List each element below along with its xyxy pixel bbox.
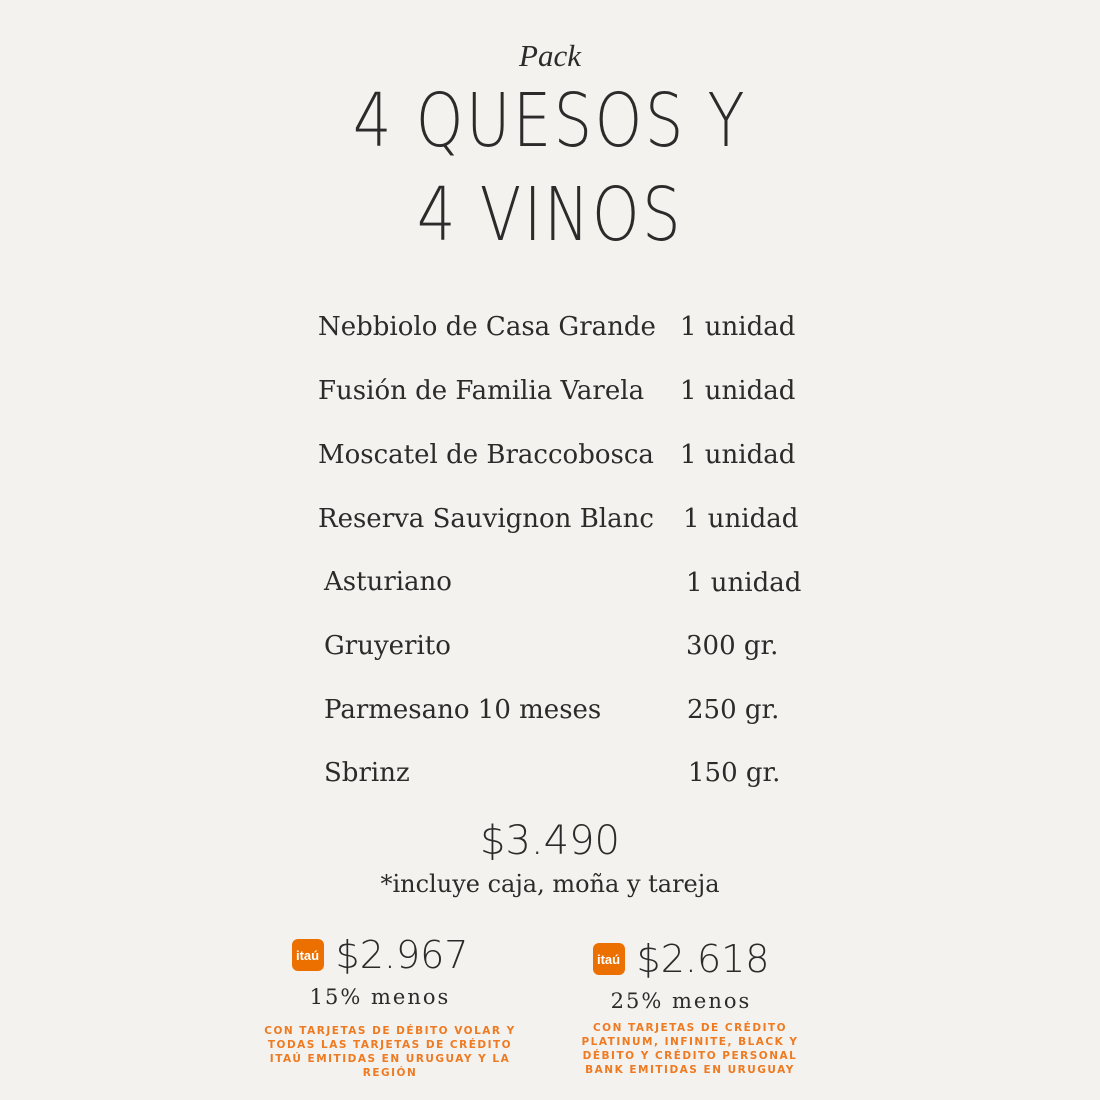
offer-amount: $2.618	[636, 937, 770, 981]
itau-logo-icon: itaú	[292, 939, 324, 971]
item-qty: 300 gr.	[686, 631, 779, 661]
item-name: Sbrinz	[324, 758, 410, 788]
item-qty: 150 gr.	[688, 758, 781, 788]
pack-label: Pack	[519, 38, 581, 73]
item-qty: 250 gr.	[687, 695, 780, 725]
item-name: Nebbiolo de Casa Grande	[318, 312, 656, 342]
item-qty: 1 unidad	[680, 440, 796, 470]
item-qty: 1 unidad	[680, 312, 796, 342]
offer-amount: $2.967	[335, 933, 469, 977]
offer-debit	[245, 933, 515, 1009]
title-line-2: 4 VINOS	[416, 172, 684, 258]
itau-logo-icon: itaú	[593, 943, 625, 975]
offer-fine-print: CON TARJETAS DE CRÉDITO PLATINUM, INFINITE, BLACK Y DÉBITO Y CRÉDITO PERSONAL BANK EMITIDAS EN URUGUAY	[581, 1022, 799, 1076]
pack-price: $3.490	[480, 818, 620, 864]
title-line-1: 4 QUESOS Y	[352, 78, 748, 164]
item-name: Reserva Sauvignon Blanc	[318, 504, 654, 534]
item-name: Fusión de Familia Varela	[318, 376, 645, 406]
item-qty: 1 unidad	[686, 568, 802, 598]
offer-discount: 15% menos	[309, 985, 451, 1009]
price-note: *incluye caja, moña y tareja	[380, 870, 720, 898]
item-name: Gruyerito	[324, 631, 451, 661]
offer-discount: 25% menos	[610, 989, 752, 1013]
item-name: Moscatel de Braccobosca	[318, 440, 654, 470]
item-qty: 1 unidad	[680, 376, 796, 406]
offer-fine-print: CON TARJETAS DE DÉBITO VOLAR Y TODAS LAS TARJETAS DE CRÉDITO ITAÚ EMITIDAS EN URUGUAY Y LA REGIÓN	[264, 1025, 516, 1079]
offer-credit	[546, 937, 816, 1013]
offer-price-line	[245, 933, 515, 977]
item-qty: 1 unidad	[683, 504, 799, 534]
offer-price-line	[546, 937, 816, 981]
item-name: Parmesano 10 meses	[324, 695, 602, 725]
item-name: Asturiano	[324, 567, 452, 597]
